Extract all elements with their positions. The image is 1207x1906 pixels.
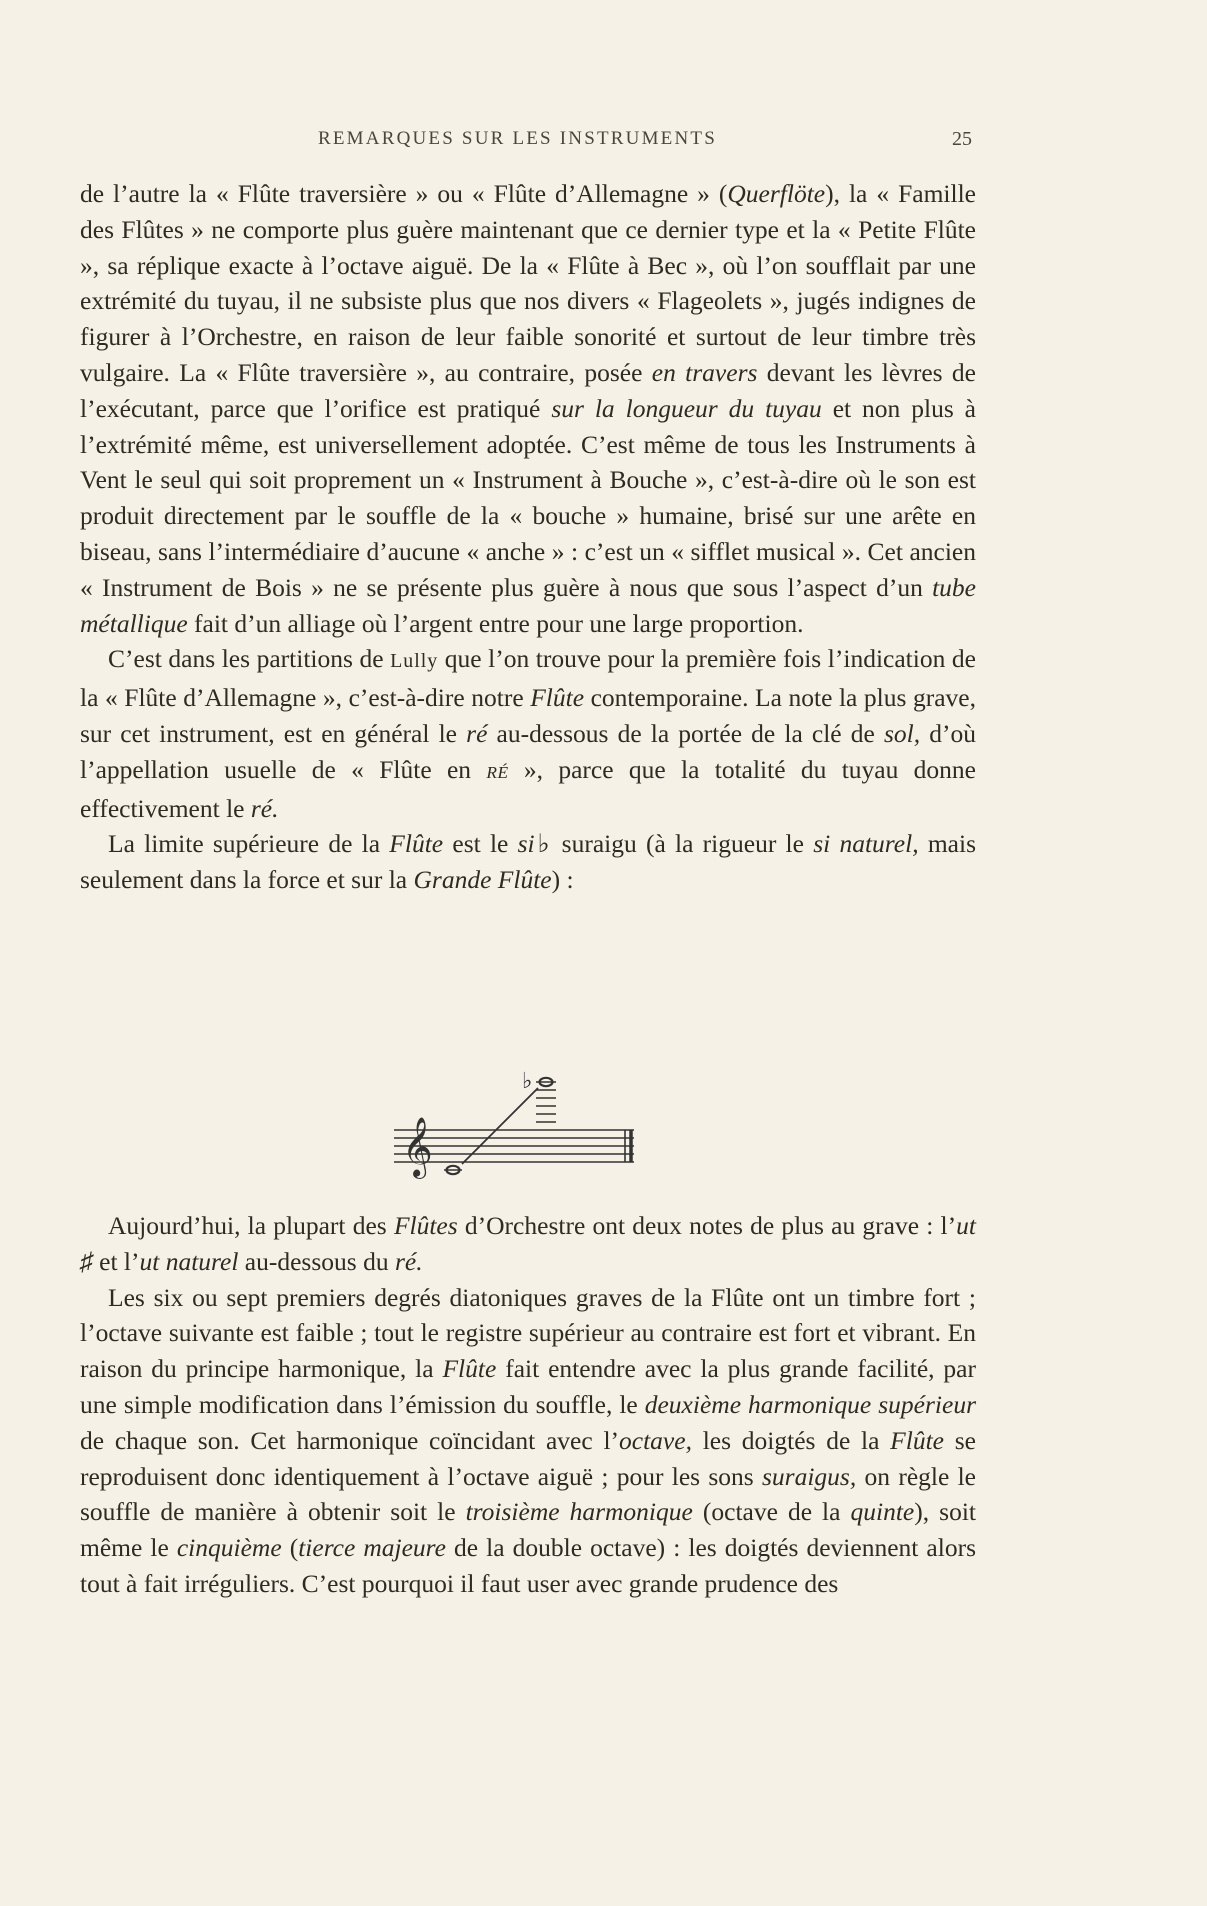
small-caps-text: Lully (390, 650, 439, 673)
paragraph (80, 641, 976, 826)
text-run: ), la « Famille des Flûtes » ne comporte plus guère maintenant que ce dernier type et la « Petite Flûte », sa réplique exacte à l’octave aiguë. De la « Flûte à Bec », où l’on soufflait par une extrémité du tuyau, il ne subsiste plus que nos divers « Flageolets », jugés indignes de figurer à l’Orchestre, en raison de leur faible sonorité et surtout de leur timbre très vulgaire. La « Flûte traversière », au contraire, posée (80, 179, 976, 387)
text-run: fait d’un alliage où l’argent entre pour une large proportion. (187, 608, 804, 638)
italic-text: Flûte (890, 1425, 944, 1455)
paragraph (80, 176, 976, 641)
text-run: d’Orchestre ont deux notes de plus au grave : l’ (457, 1211, 957, 1240)
ledger-lines (536, 1082, 556, 1122)
text-run: au-dessous du (238, 1246, 395, 1276)
text-run: ( (281, 1533, 299, 1563)
italic-text: octave, (619, 1425, 692, 1455)
text-run: devant les lèvres de l’exécutant, parce que l’orifice est pratiqué (80, 357, 976, 423)
italic-text: Flûtes (393, 1211, 458, 1240)
italic-text: cinquième (176, 1533, 282, 1563)
italic-text: ré. (250, 793, 279, 823)
text-run: de la double octave) : les doigtés deviennent alors tout à fait irréguliers. C’est pourquoi il faut user avec grande prudence des (80, 1533, 976, 1598)
text-run: C’est dans les partitions de (108, 644, 391, 674)
low-note (444, 1166, 462, 1174)
flat-sign: ♭ (522, 1069, 533, 1094)
italic-text: ut naturel (139, 1246, 239, 1276)
text-run: », parce que la totalité du tuyau donne effectivement le (80, 754, 976, 823)
text-run: Aujourd’hui, la plupart des (108, 1211, 394, 1240)
text-run: fait entendre avec la plus grande facilité, par une simple modification dans l’émission du souffle, le (80, 1354, 976, 1419)
italic-text: ré (466, 718, 488, 748)
text-block-upper (80, 176, 976, 898)
italic-text: ut ♯ (80, 1211, 976, 1276)
text-run: au-dessous de la portée de la clé de (487, 718, 884, 748)
text-block-lower (80, 1208, 976, 1602)
italic-text: Querflöte (727, 179, 826, 208)
text-run: contemporaine. La note la plus grave, sur cet instrument, est en général le (80, 683, 976, 748)
italic-text: si naturel, (813, 829, 919, 859)
glissando-line (462, 1088, 538, 1164)
paragraph (80, 1208, 976, 1280)
italic-text: troisième harmonique (465, 1497, 693, 1527)
text-run: (octave de la (692, 1497, 851, 1527)
text-run: Les six ou sept premiers degrés diatoniques graves de la Flûte ont un timbre fort ; l’octave suivante est faible ; tout le registre supérieur au contraire est fort et vibrant. En raison du principe harmonique, la (80, 1282, 976, 1384)
text-run: se reproduisent donc identiquement à l’octave aiguë ; pour les sons (80, 1425, 976, 1491)
italic-text: Flûte (530, 683, 585, 713)
paragraph (80, 1280, 976, 1602)
small-caps-text: RÉ (486, 762, 509, 782)
italic-text: sur la longueur du tuyau (551, 393, 822, 423)
text-run: de l’autre la « Flûte traversière » ou « Flûte d’Allemagne » ( (80, 179, 728, 208)
italic-text: sol, (883, 718, 921, 748)
text-run: d’où l’appellation usuelle de « Flûte en (80, 718, 977, 784)
text-run: et non plus à l’extrémité même, est universellement adoptée. C’est même de tous les Instruments à Vent le seul qui soit proprement un « Instrument à Bouche », c’est-à-dire où le son est produit directement par le souffle de la « bouche » humaine, brisé sur une arête en biseau, sans l’intermédiaire d’aucune « anche » : c’est un « sifflet musical ». Cet ancien « Instrument de Bois » ne se présente plus guère à nous que sous l’aspect d’un (80, 393, 976, 602)
text-run: de chaque son. Cet harmonique coïncidant avec l’ (80, 1425, 620, 1455)
text-run: que l’on trouve pour la première fois l’indication de la « Flûte d’Allemagne », c’est-à-dire notre (80, 644, 976, 713)
text-run: ) : (551, 865, 574, 895)
text-run: est le (443, 829, 518, 859)
italic-text: deuxième harmonique supérieur (644, 1389, 976, 1419)
italic-text: suraigus, (762, 1461, 857, 1491)
italic-text: en travers (651, 357, 758, 387)
running-head (0, 128, 1207, 158)
italic-text: ré. (394, 1246, 423, 1276)
music-example (390, 1060, 650, 1180)
text-run: les doigtés de la (691, 1425, 891, 1455)
italic-text: Flûte (389, 829, 444, 859)
text-run: ), soit même le (80, 1497, 976, 1563)
text-run: et l’ (92, 1246, 140, 1276)
italic-text: Grande Flûte (413, 865, 552, 895)
page-number: 25 (952, 128, 972, 150)
italic-text: tierce majeure (298, 1533, 446, 1563)
text-run: ♭ suraigu (à la rigueur le (534, 829, 814, 859)
italic-text: Flûte (442, 1354, 497, 1384)
text-run: La limite supérieure de la (108, 829, 390, 859)
paragraph (80, 826, 976, 898)
italic-text: si (517, 829, 535, 859)
treble-clef-icon: 𝄞 (402, 1117, 433, 1177)
running-title: REMARQUES SUR LES INSTRUMENTS (318, 128, 717, 149)
italic-text: tube métallique (80, 572, 976, 638)
text-run: mais seulement dans la force et sur la (80, 829, 976, 895)
text-run: on règle le souffle de manière à obtenir soit le (80, 1461, 976, 1527)
italic-text: quinte (850, 1497, 915, 1527)
